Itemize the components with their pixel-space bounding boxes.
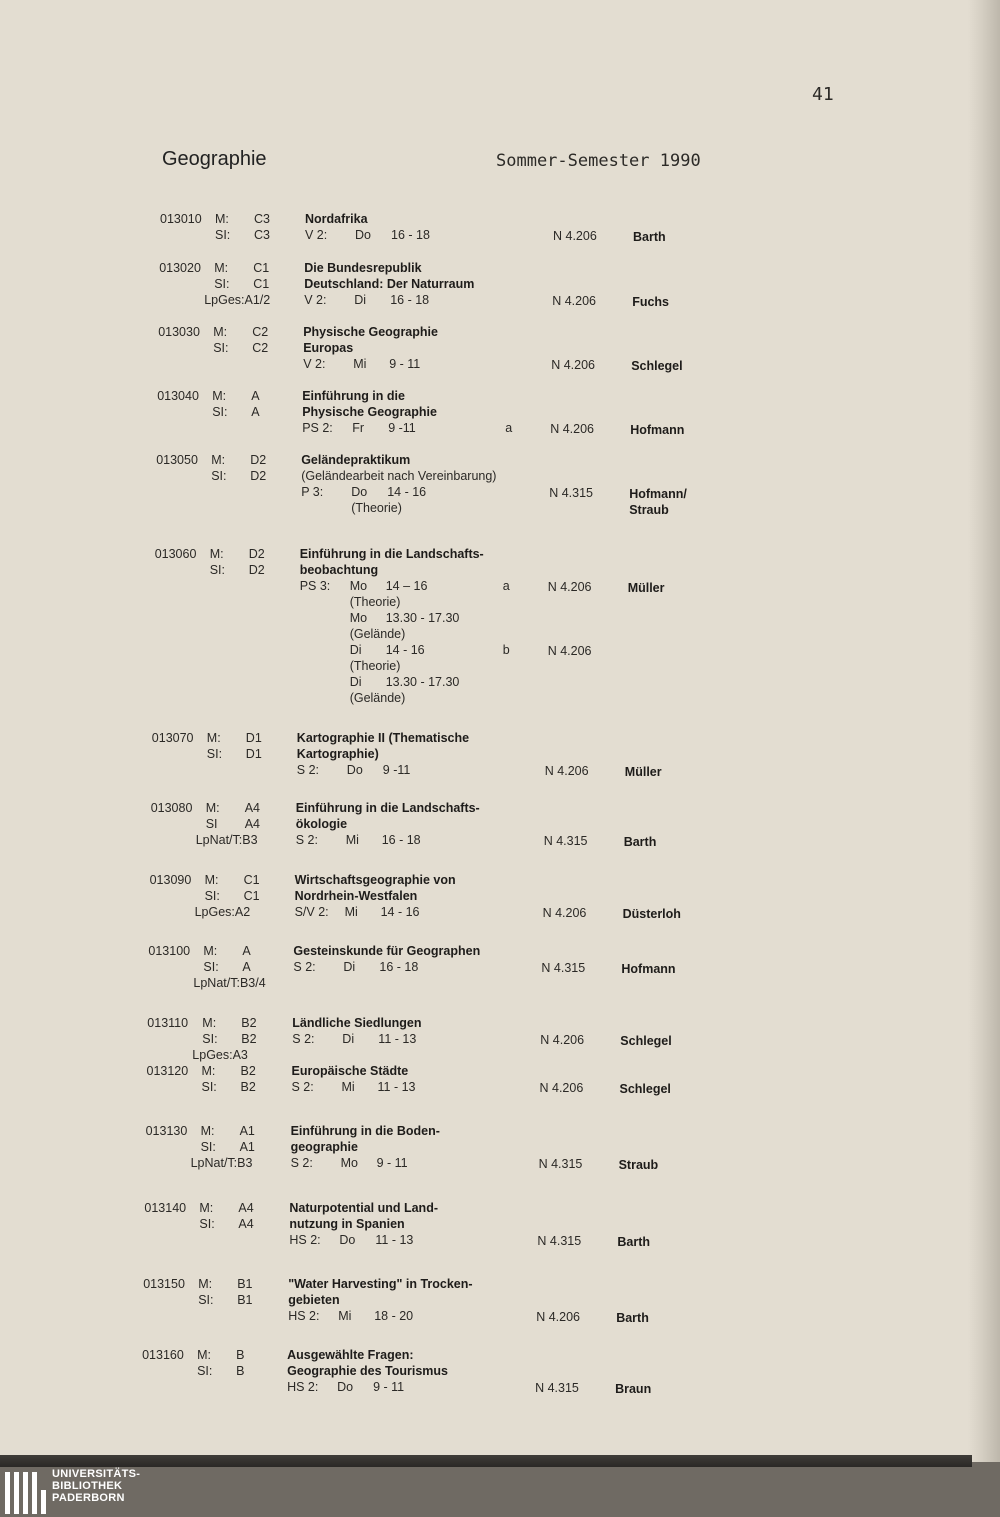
page-edge xyxy=(968,0,1000,1462)
module-code: B2 xyxy=(240,1064,256,1078)
module-code: C3 xyxy=(254,228,270,242)
session-group: a xyxy=(502,579,510,593)
session-day: (Gelände) xyxy=(349,691,406,705)
lecturer-name: Düsterloh xyxy=(622,907,681,921)
session-day: Do xyxy=(346,763,363,777)
module-code: D1 xyxy=(245,731,262,745)
semester-label: Sommer-Semester 1990 xyxy=(496,151,701,171)
session-time: 9 -11 xyxy=(388,421,416,435)
course-title: Wirtschaftsgeographie von xyxy=(294,873,456,887)
lecturer-name: Schlegel xyxy=(619,1082,671,1096)
module-code: A1 xyxy=(239,1124,255,1138)
lecturer-name: Fuchs xyxy=(632,295,669,309)
room-number: N 4.206 xyxy=(550,422,594,436)
curriculum-label: SI: xyxy=(198,1293,214,1307)
lecturer-name: Barth xyxy=(633,230,666,244)
session-time: 9 - 11 xyxy=(373,1380,405,1394)
lecturer-name: Müller xyxy=(624,765,662,779)
curriculum-label: LpGes:A3 xyxy=(192,1048,248,1062)
module-code: C1 xyxy=(243,889,260,903)
curriculum-label: M: xyxy=(215,212,229,226)
room-number: N 4.206 xyxy=(539,1081,584,1095)
module-code: C1 xyxy=(253,261,270,275)
session-time: 14 - 16 xyxy=(387,485,427,499)
session-time: 14 – 16 xyxy=(385,579,428,593)
lecturer-name: Müller xyxy=(627,581,665,595)
course-number: 013030 xyxy=(158,325,200,339)
lecturer-name: Straub xyxy=(618,1158,659,1172)
curriculum-label: M: xyxy=(201,1064,216,1078)
room-number: N 4.206 xyxy=(536,1310,580,1324)
course-title: Deutschland: Der Naturraum xyxy=(304,277,475,291)
session-type: PS 2: xyxy=(302,421,333,435)
lecturer-name: Hofmann xyxy=(630,423,685,437)
course-title: Nordrhein-Westfalen xyxy=(294,889,418,903)
course-number: 013130 xyxy=(145,1124,188,1138)
module-code: D2 xyxy=(250,453,267,467)
logo-text-line-3: PADERBORN xyxy=(52,1492,125,1504)
module-code: B2 xyxy=(241,1016,257,1030)
session-day: Mi xyxy=(338,1309,352,1323)
session-time: 13.30 - 17.30 xyxy=(385,675,460,689)
module-code: D2 xyxy=(248,563,265,577)
course-title: nutzung in Spanien xyxy=(289,1217,405,1231)
session-time: 9 -11 xyxy=(382,763,411,777)
module-code: D2 xyxy=(248,547,265,561)
module-code: B1 xyxy=(237,1277,253,1291)
session-type: V 2: xyxy=(304,293,327,307)
curriculum-label: M: xyxy=(209,547,224,561)
module-code: B xyxy=(236,1364,245,1378)
curriculum-label: SI: xyxy=(214,277,230,291)
bottom-shadow-strip xyxy=(0,1455,972,1467)
module-code: A4 xyxy=(238,1217,254,1231)
course-title: gebieten xyxy=(288,1293,340,1307)
curriculum-label: M: xyxy=(212,389,227,403)
curriculum-label: SI: xyxy=(209,563,225,577)
session-day: (Theorie) xyxy=(351,501,402,515)
room-number: N 4.315 xyxy=(535,1381,579,1395)
curriculum-label: SI: xyxy=(206,747,223,761)
curriculum-label: M: xyxy=(199,1201,214,1215)
curriculum-label: LpGes:A2 xyxy=(194,905,251,919)
session-type: S 2: xyxy=(295,833,318,847)
course-number: 013010 xyxy=(160,212,202,226)
course-title: geographie xyxy=(290,1140,358,1154)
room-number: N 4.206 xyxy=(552,294,596,308)
module-code: A4 xyxy=(238,1201,254,1215)
session-time: 16 - 18 xyxy=(390,293,430,307)
curriculum-label: M: xyxy=(200,1124,215,1138)
module-code: B1 xyxy=(237,1293,253,1307)
module-code: A xyxy=(242,960,251,974)
course-number: 013040 xyxy=(157,389,199,403)
footer-bar xyxy=(0,1467,1000,1517)
room-number: N 4.206 xyxy=(551,358,595,372)
curriculum-label: SI: xyxy=(213,341,229,355)
curriculum-label: SI: xyxy=(203,960,219,974)
room-number: N 4.206 xyxy=(544,764,589,778)
module-code: B xyxy=(236,1348,245,1362)
session-type: P 3: xyxy=(301,485,324,499)
session-time: 18 - 20 xyxy=(374,1309,414,1323)
course-title: Kartographie II (Thematische xyxy=(296,731,470,745)
session-day: Mi xyxy=(341,1080,355,1094)
curriculum-label: M: xyxy=(213,325,228,339)
module-code: D2 xyxy=(250,469,267,483)
curriculum-label: M: xyxy=(204,873,219,887)
course-number: 013080 xyxy=(150,801,193,815)
course-title: Geographie des Tourismus xyxy=(287,1364,449,1378)
curriculum-label: M: xyxy=(211,453,226,467)
lecturer-name: Barth xyxy=(623,835,657,849)
page-title: Geographie xyxy=(162,148,267,170)
session-type: S 2: xyxy=(296,763,320,777)
curriculum-label: SI xyxy=(205,817,218,831)
module-code: C3 xyxy=(254,212,270,226)
lecturer-name: Schlegel xyxy=(620,1034,672,1048)
session-type: HS 2: xyxy=(288,1309,320,1323)
course-number: 013060 xyxy=(154,547,197,561)
session-time: 11 - 13 xyxy=(378,1032,417,1046)
session-time: 16 - 18 xyxy=(391,228,430,242)
course-title: Einführung in die Landschafts- xyxy=(299,547,484,561)
session-time: 14 - 16 xyxy=(385,643,425,657)
room-number: N 4.206 xyxy=(540,1033,585,1047)
course-title: "Water Harvesting" in Trocken- xyxy=(288,1277,473,1291)
session-type: S 2: xyxy=(290,1156,313,1170)
module-code: B2 xyxy=(240,1080,256,1094)
session-time: 11 - 13 xyxy=(377,1080,416,1094)
session-day: Di xyxy=(349,643,362,657)
session-time: 16 - 18 xyxy=(381,833,421,847)
session-group: a xyxy=(505,421,513,435)
curriculum-label: SI: xyxy=(197,1364,213,1378)
session-day: Mi xyxy=(345,833,359,847)
session-day: Di xyxy=(342,1032,355,1046)
course-title: Naturpotential und Land- xyxy=(289,1201,438,1215)
room-number: N 4.315 xyxy=(537,1234,582,1248)
course-title: Kartographie) xyxy=(296,747,379,761)
module-code: A xyxy=(242,944,251,958)
session-group: b xyxy=(502,643,510,657)
room-number: N 4.315 xyxy=(549,486,593,500)
session-day: (Gelände) xyxy=(349,627,406,641)
session-type: S 2: xyxy=(292,1032,315,1046)
session-day: Mo xyxy=(349,579,368,593)
lecturer-name: Barth xyxy=(616,1311,649,1325)
lecturer-name: Schlegel xyxy=(631,359,683,373)
session-day: Mi xyxy=(344,905,358,919)
session-day: Di xyxy=(349,675,362,689)
room-number: N 4.315 xyxy=(538,1157,583,1171)
curriculum-label: SI: xyxy=(211,469,227,483)
course-title: Nordafrika xyxy=(305,212,368,226)
curriculum-label: M: xyxy=(206,731,221,745)
session-type: V 2: xyxy=(305,228,328,242)
module-code: A1 xyxy=(239,1140,255,1154)
curriculum-label: SI: xyxy=(204,889,220,903)
course-number: 013090 xyxy=(149,873,192,887)
course-title: Die Bundesrepublik xyxy=(304,261,422,275)
lecturer-name: Barth xyxy=(617,1235,651,1249)
module-code: A xyxy=(251,389,260,403)
room-number: N 4.206 xyxy=(553,229,597,243)
curriculum-label: M: xyxy=(203,944,218,958)
session-day: Mo xyxy=(349,611,368,625)
module-code: B2 xyxy=(241,1032,257,1046)
session-type: S 2: xyxy=(291,1080,314,1094)
logo-text-line-2: BIBLIOTHEK xyxy=(52,1480,123,1492)
module-code: C1 xyxy=(243,873,260,887)
session-type: PS 3: xyxy=(299,579,331,593)
course-title: Einführung in die Boden- xyxy=(290,1124,440,1138)
course-title: ökologie xyxy=(295,817,348,831)
library-logo-icon xyxy=(5,1472,45,1514)
page-number: 41 xyxy=(812,84,834,105)
room-number: N 4.206 xyxy=(547,580,592,594)
session-day: Mo xyxy=(340,1156,358,1170)
module-code: A4 xyxy=(244,801,260,815)
module-code: C2 xyxy=(252,325,269,339)
session-day: (Theorie) xyxy=(349,659,401,673)
room-number: N 4.315 xyxy=(543,834,588,848)
session-time: 13.30 - 17.30 xyxy=(385,611,460,625)
course-title: Physische Geographie xyxy=(303,325,438,339)
session-day: Do xyxy=(355,228,371,242)
session-day: Do xyxy=(351,485,368,499)
session-type: S/V 2: xyxy=(294,905,329,919)
curriculum-label: M: xyxy=(198,1277,213,1291)
module-code: C1 xyxy=(253,277,270,291)
course-title: Europäische Städte xyxy=(291,1064,409,1078)
course-number: 013110 xyxy=(147,1016,189,1030)
curriculum-label: M: xyxy=(214,261,229,275)
curriculum-label: LpNat/T:B3 xyxy=(195,833,258,847)
course-number: 013050 xyxy=(156,453,198,467)
course-number: 013070 xyxy=(151,731,194,745)
course-number: 013160 xyxy=(142,1348,184,1362)
room-number: N 4.206 xyxy=(547,644,592,658)
course-number: 013120 xyxy=(146,1064,189,1078)
course-title: Gesteinskunde für Geographen xyxy=(293,944,481,958)
logo-text-line-1: UNIVERSITÄTS- xyxy=(52,1468,141,1480)
curriculum-label: M: xyxy=(205,801,220,815)
session-time: 9 - 11 xyxy=(389,357,421,371)
course-number: 013150 xyxy=(143,1277,185,1291)
course-title: Ausgewählte Fragen: xyxy=(287,1348,414,1362)
module-code: D1 xyxy=(245,747,262,761)
course-number: 013020 xyxy=(159,261,201,275)
curriculum-label: LpNat/T:B3 xyxy=(190,1156,253,1170)
course-title: beobachtung xyxy=(299,563,379,577)
session-time: 14 - 16 xyxy=(380,905,420,919)
course-note: (Geländearbeit nach Vereinbarung) xyxy=(301,469,497,483)
module-code: A4 xyxy=(244,817,260,831)
curriculum-label: SI: xyxy=(212,405,228,419)
course-title: Einführung in die xyxy=(302,389,405,403)
module-code: C2 xyxy=(252,341,269,355)
session-type: S 2: xyxy=(293,960,316,974)
session-day: Do xyxy=(337,1380,354,1394)
lecturer-name: Braun xyxy=(615,1382,652,1396)
curriculum-label: M: xyxy=(197,1348,211,1362)
course-number: 013100 xyxy=(148,944,191,958)
course-title: Ländliche Siedlungen xyxy=(292,1016,422,1030)
room-number: N 4.206 xyxy=(542,906,587,920)
curriculum-label: SI: xyxy=(201,1080,217,1094)
session-type: HS 2: xyxy=(289,1233,321,1247)
room-number: N 4.315 xyxy=(541,961,586,975)
session-time: 11 - 13 xyxy=(375,1233,414,1247)
curriculum-label: LpGes:A1/2 xyxy=(204,293,271,307)
course-title: Europas xyxy=(303,341,354,355)
session-type: HS 2: xyxy=(287,1380,319,1394)
curriculum-label: SI: xyxy=(200,1140,216,1154)
session-day: Di xyxy=(343,960,356,974)
module-code: A xyxy=(251,405,260,419)
session-day: Do xyxy=(339,1233,356,1247)
curriculum-label: SI: xyxy=(199,1217,215,1231)
curriculum-label: M: xyxy=(202,1016,217,1030)
curriculum-label: SI: xyxy=(215,228,231,242)
lecturer-name: Hofmann xyxy=(621,962,676,976)
course-number: 013140 xyxy=(144,1201,187,1215)
lecturer-name: Straub xyxy=(629,503,669,517)
course-title: Physische Geographie xyxy=(302,405,437,419)
session-time: 16 - 18 xyxy=(379,960,419,974)
session-day: Fr xyxy=(352,421,364,435)
lecturer-name: Hofmann/ xyxy=(629,487,687,501)
course-title: Einführung in die Landschafts- xyxy=(295,801,480,815)
session-time: 9 - 11 xyxy=(376,1156,408,1170)
session-day: Di xyxy=(354,293,366,307)
curriculum-label: SI: xyxy=(202,1032,218,1046)
session-day: (Theorie) xyxy=(349,595,401,609)
session-type: V 2: xyxy=(303,357,326,371)
session-day: Mi xyxy=(353,357,367,371)
course-title: Geländepraktikum xyxy=(301,453,411,467)
curriculum-label: LpNat/T:B3/4 xyxy=(193,976,266,990)
